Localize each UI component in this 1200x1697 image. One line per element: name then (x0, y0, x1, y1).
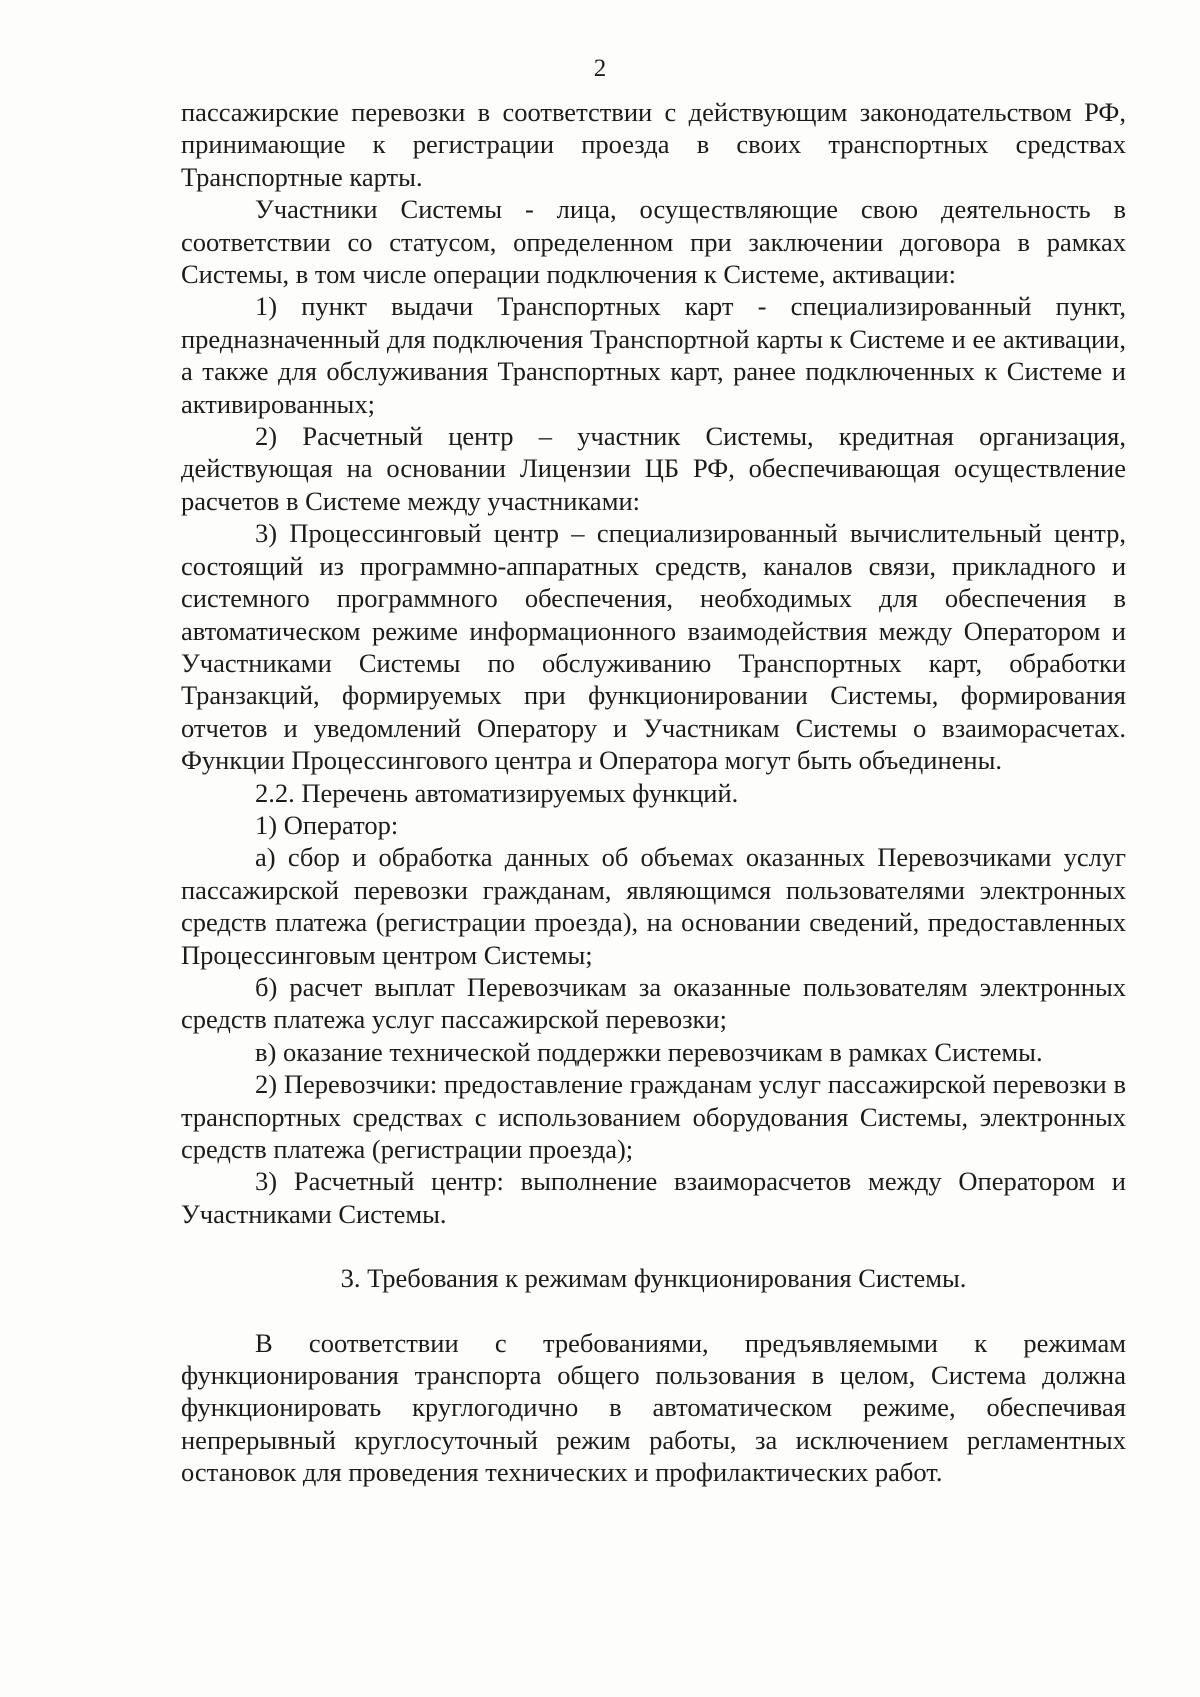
paragraph-operator-b: б) расчет выплат Перевозчикам за оказанные пользователям электронных средств платежа услуг пассажирской перевозки; (181, 971, 1126, 1035)
document-body (181, 96, 1126, 1489)
paragraph-operator-c: в) оказание технической поддержки перевозчикам в рамках Системы. (255, 1036, 1043, 1067)
paragraph-settlement-function: 3) Расчетный центр: выполнение взаиморасчетов между Оператором и Участниками Системы. (181, 1166, 1126, 1229)
paragraph-processing-center: 3) Процессинговый центр – специализированный вычислительный центр, состоящий из программно-аппаратных средств, каналов связи, прикладного и системного программного обеспечения, необходимых для обеспечения в автоматическом режиме информационного взаимодействия между Оператором и Участниками Системы по обслуживанию Транспортных карт, обработки Транзакций, формируемых при функционировании Системы, формирования отчетов и уведомлений Оператору и Участникам Системы о взаиморасчетах. Функции Процессингового центра и Оператора могут быть объединены. (181, 518, 1126, 776)
paragraph-participants: Участники Системы - лица, осуществляющие свою деятельность в соответствии со статусом, определенном при заключении договора в рамках Системы, в том числе операции подключения к Системе, активации: (181, 194, 1126, 290)
paragraph-operator-a: а) сбор и обработка данных об объемах оказанных Перевозчиками услуг пассажирской перевозки гражданам, являющимся пользователями электронных средств платежа (регистрации проезда), на основании сведений, предоставленных Процессинговым центром Системы; (181, 842, 1126, 970)
section-3-paragraph: В соответствии с требованиями, предъявляемыми к режимам функционирования транспорта общего пользования в целом, Система должна функционировать круглогодично в автоматическом режиме, обеспечивая непрерывный круглосуточный режим работы, за исключением регламентных остановок для проведения технических и профилактических работ. (181, 1327, 1126, 1488)
page-number: 2 (593, 55, 607, 82)
paragraph-operator: 1) Оператор: (255, 809, 399, 840)
paragraph-carriers: 2) Перевозчики: предоставление гражданам услуг пассажирской перевозки в транспортных средствах с использованием оборудования Системы, электронных средств платежа (регистрации проезда); (181, 1069, 1126, 1164)
paragraph-settlement-center: 2) Расчетный центр – участник Системы, кредитная организация, действующая на основании Лицензии ЦБ РФ, обеспечивающая осуществление расчетов в Системе между участниками: (181, 421, 1126, 516)
paragraph-automated-functions: 2.2. Перечень автоматизируемых функций. (255, 777, 739, 808)
section-3-heading: 3. Требования к режимам функционирования Системы. (340, 1263, 967, 1294)
paragraph-card-issue-point: 1) пункт выдачи Транспортных карт - специализированный пункт, предназначенный для подключения Транспортной карты к Системе и ее активации, а также для обслуживания Транспортных карт, ранее подключенных к Системе и активированных; (181, 291, 1126, 419)
paragraph-continuation: пассажирские перевозки в соответствии с действующим законодательством РФ, принимающие к регистрации проезда в своих транспортных средствах Транспортные карты. (181, 97, 1126, 192)
